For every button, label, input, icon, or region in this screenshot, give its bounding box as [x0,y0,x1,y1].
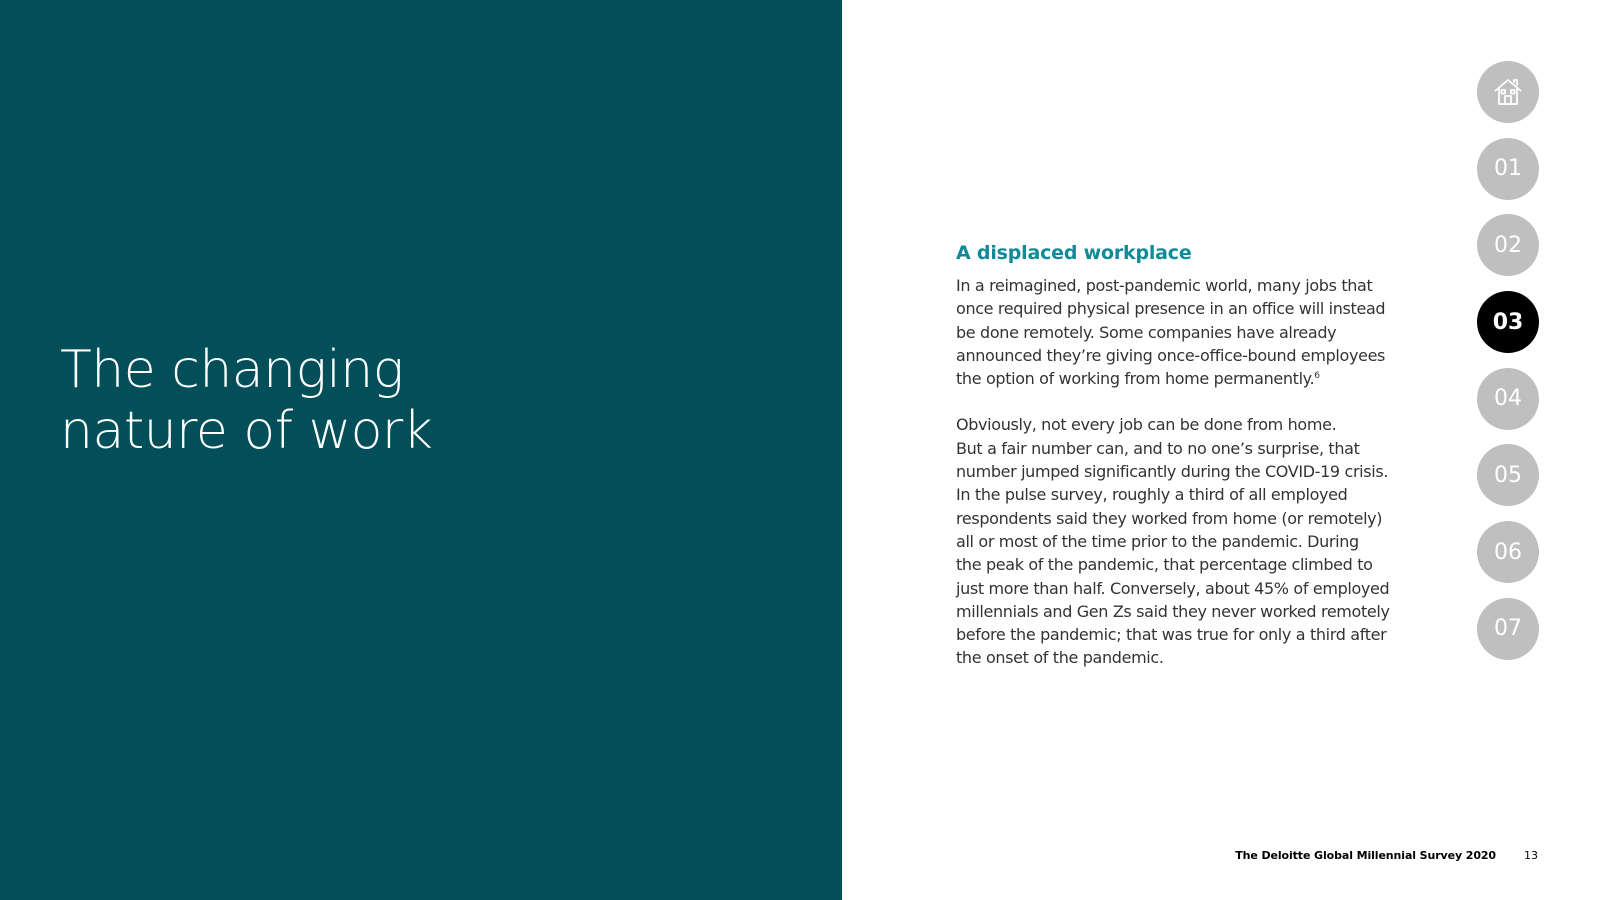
nav-chapter-06[interactable]: 06 [1477,521,1539,583]
section-title [60,340,760,462]
chapter-navigation [1477,61,1539,675]
nav-chapter-07[interactable]: 07 [1477,598,1539,660]
section-title-line-1: The changing [60,340,404,400]
article-paragraph-1 [956,274,1396,390]
article-heading: A displaced workplace [956,242,1192,264]
article-paragraph-2: Obviously, not every job can be done from home. But a fair number can, and to no one’s surprise, that number jumped significantly during the COVID-19 crisis. In the pulse survey, roughly a third of all employed respondents said they worked from home (or remotely) all or most of the time prior to the pandemic. During the peak of the pandemic, that percentage climbed to just more than half. Conversely, about 45% of employed millennials and Gen Zs said they never worked remotely before the pandemic; that was true for only a third after the onset of the pandemic. [956,415,1390,668]
nav-chapter-03-active[interactable]: 03 [1477,291,1539,353]
survey-title: The Deloitte Global Millennial Survey 2020 [1235,849,1496,862]
nav-home-button[interactable] [1477,61,1539,123]
section-title-line-2: nature of work [60,401,433,461]
footnote-reference[interactable]: 6 [1314,371,1320,382]
nav-chapter-02[interactable]: 02 [1477,214,1539,276]
nav-chapter-01[interactable]: 01 [1477,138,1539,200]
article-content [956,240,1396,693]
page-number: 13 [1524,849,1538,862]
home-icon [1491,75,1525,109]
page-footer [1235,849,1538,862]
nav-chapter-05[interactable]: 05 [1477,444,1539,506]
nav-chapter-04[interactable]: 04 [1477,368,1539,430]
paragraph-1-text: In a reimagined, post-pandemic world, many jobs that once required physical presence in an office will instead be done remotely. Some companies have already announced they’re giving once-office-bound employees the option of working from home permanently. [956,276,1386,389]
